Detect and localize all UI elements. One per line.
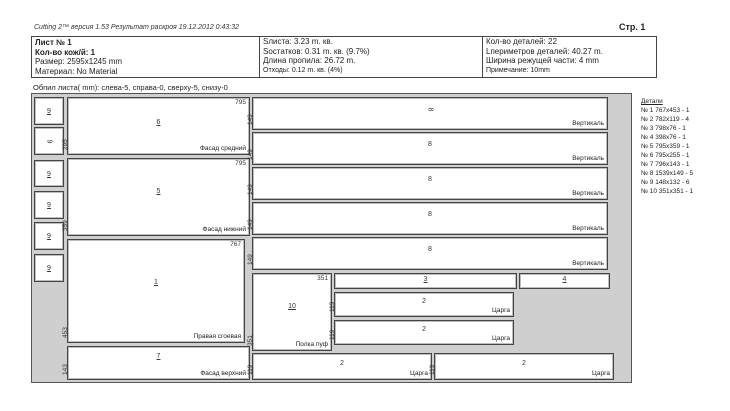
part-9 bbox=[34, 222, 64, 250]
part-number: 2 bbox=[522, 360, 526, 367]
part-2 bbox=[247, 353, 432, 380]
edge-trim-note: Обпил листа( mm): слева-5, справа-0, сверху-5, снизу-0 bbox=[33, 83, 228, 92]
legend-item: № 3 798x76 - 1 bbox=[641, 125, 686, 132]
part-number: 8 bbox=[428, 176, 432, 183]
legend-item: № 4 398x76 - 1 bbox=[641, 134, 686, 141]
part-name: Фасад нижний bbox=[202, 226, 246, 233]
sheet-material: Материал: No Material bbox=[35, 66, 118, 76]
part-2 bbox=[329, 292, 514, 317]
part-9 bbox=[34, 160, 64, 187]
part-number: 8 bbox=[428, 246, 432, 253]
part-height: 119 bbox=[247, 364, 254, 375]
part-name: Полка пуф bbox=[295, 341, 328, 348]
part-number: 1 bbox=[154, 278, 158, 286]
part-number: 8 bbox=[428, 211, 432, 218]
part-width: 767 bbox=[230, 241, 241, 248]
report-title: Cutting 2™ версия 1.53 Результат раскроя 19.12.2012 0:43:32 bbox=[34, 24, 240, 31]
sheet-info-col-2 bbox=[259, 37, 370, 78]
part-number: 7 bbox=[156, 353, 161, 360]
part-8 bbox=[247, 97, 608, 130]
part-number: 9 bbox=[47, 170, 51, 178]
part-height: 143 bbox=[62, 364, 69, 375]
part-2 bbox=[329, 320, 514, 345]
skins-count: Кол-во кож/й: 1 bbox=[35, 47, 96, 57]
part-name: Вертикаль bbox=[572, 120, 604, 127]
part-number: 10 bbox=[288, 302, 296, 310]
part-number: 3 bbox=[423, 276, 428, 283]
part-number: 2 bbox=[422, 298, 426, 305]
part-name: Вертикаль bbox=[572, 260, 604, 267]
part-height: 149 bbox=[247, 184, 254, 195]
part-number: 8 bbox=[428, 141, 432, 148]
legend-item: № 10 351x351 - 1 bbox=[641, 188, 694, 195]
kerf-width: Ширина режущей части: 4 mm bbox=[486, 56, 599, 65]
legend-item: № 6 795x255 - 1 bbox=[641, 152, 690, 159]
sheet-number: Лист № 1 bbox=[35, 38, 72, 47]
sheet-info-table bbox=[31, 36, 657, 78]
remainder-area: Sостатков: 0.31 m. кв. (9.7%) bbox=[263, 46, 370, 56]
page-number: Стр. 1 bbox=[619, 22, 646, 32]
legend-title: Детали bbox=[641, 98, 663, 105]
part-9 bbox=[34, 97, 64, 125]
part-8 bbox=[247, 132, 608, 165]
part-9 bbox=[34, 254, 64, 282]
part-5 bbox=[62, 158, 250, 236]
part-number: 9 bbox=[47, 107, 51, 115]
legend-item: № 9 148x132 - 6 bbox=[641, 179, 690, 186]
part-height: 453 bbox=[62, 327, 69, 338]
part-width: 351 bbox=[317, 275, 328, 282]
cut-length: Длина пропила: 26.72 m. bbox=[263, 56, 356, 65]
sheet-info-col-3 bbox=[482, 37, 603, 78]
part-height: 119 bbox=[329, 301, 336, 312]
legend-item: № 8 1539x149 - 5 bbox=[641, 170, 694, 177]
waste-area: Отходы: 0.12 m. кв. (4%) bbox=[263, 66, 343, 74]
sheet-size: Размер: 2595x1245 mm bbox=[35, 57, 123, 66]
part-number: 5 bbox=[156, 187, 161, 195]
part-number: 2 bbox=[422, 326, 426, 333]
part-9 bbox=[34, 191, 64, 219]
part-height: 149 bbox=[247, 114, 254, 125]
part-number: 9 bbox=[47, 264, 51, 272]
sheet-area: Sлиста: 3.23 m. кв. bbox=[263, 37, 333, 46]
note: Примечание: 10mm bbox=[486, 66, 550, 74]
part-number: 9 bbox=[47, 201, 51, 209]
legend-item: № 1 767x453 - 1 bbox=[641, 107, 690, 114]
part-1 bbox=[62, 239, 245, 343]
part-height: 119 bbox=[429, 364, 436, 375]
part-6 bbox=[62, 97, 250, 155]
part-name: Вертикаль bbox=[572, 190, 604, 197]
legend-item: № 7 796x143 - 1 bbox=[641, 161, 690, 168]
part-height: 149 bbox=[247, 254, 254, 265]
part-number: 9 bbox=[45, 139, 53, 144]
legend-item: № 5 795x359 - 1 bbox=[641, 143, 690, 150]
part-height: 295 bbox=[62, 139, 69, 150]
part-height: 351 bbox=[247, 335, 254, 346]
part-9 bbox=[34, 127, 64, 155]
part-number: 9 bbox=[47, 232, 51, 240]
part-number: 8 bbox=[426, 107, 434, 112]
part-2 bbox=[429, 353, 614, 380]
parts-legend bbox=[641, 97, 693, 196]
part-3 bbox=[334, 273, 517, 289]
sheet-info-col-1 bbox=[35, 38, 122, 78]
part-name: Царга bbox=[591, 370, 610, 377]
parts-count: Кол-во деталей: 22 bbox=[486, 37, 557, 46]
part-name: Правая сгоевая bbox=[193, 333, 241, 340]
part-width: 795 bbox=[235, 160, 246, 167]
legend-item: № 2 782x119 - 4 bbox=[641, 116, 690, 123]
part-number: 2 bbox=[340, 360, 344, 367]
part-name: Царга bbox=[409, 370, 428, 377]
part-10 bbox=[247, 273, 332, 351]
part-name: Царга bbox=[491, 307, 510, 314]
part-7 bbox=[62, 346, 250, 380]
part-height: 149 bbox=[247, 219, 254, 230]
part-8 bbox=[247, 167, 608, 200]
part-name: Вертикаль bbox=[572, 155, 604, 162]
part-number: 6 bbox=[156, 119, 161, 127]
part-name: Фасад средний bbox=[199, 145, 246, 152]
part-name: Фасад верхний bbox=[200, 370, 246, 377]
part-8 bbox=[247, 237, 608, 270]
part-height: 359 bbox=[62, 220, 69, 231]
cutting-sheet bbox=[31, 93, 632, 383]
part-8 bbox=[247, 202, 608, 235]
part-name: Царга bbox=[491, 335, 510, 342]
part-number: 4 bbox=[562, 276, 567, 283]
part-4 bbox=[519, 273, 610, 289]
parts-perimeter: Lпериметров деталей: 40.27 m. bbox=[486, 46, 603, 56]
part-name: Вертикаль bbox=[572, 225, 604, 232]
part-width: 795 bbox=[235, 99, 246, 106]
part-height: 119 bbox=[329, 329, 336, 340]
part-height: 149 bbox=[247, 149, 254, 160]
